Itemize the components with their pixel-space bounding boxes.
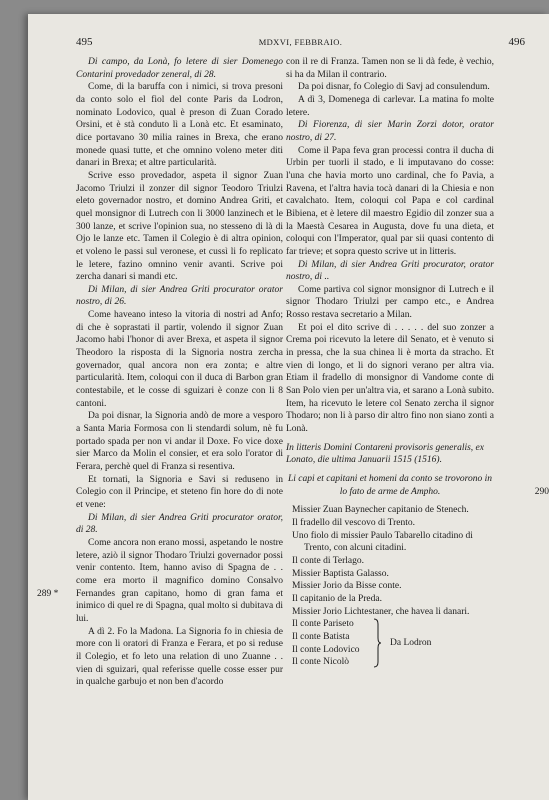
paragraph: Come, di la baruffa con i nimici, si trova presoni da conto solo el fiol del conte Paris da Lodron, nominato Lodovico, qual è preson di Zuan Corado Orsini, et è stà conduto lì a Lonà etc. Et esaminato, dice portavano 30 milia raines in Brexa, che erano monede quasi tutte, et che omnino voleno meter diti danari in Brexa; et altre particularità. (76, 82, 283, 169)
paragraph: Scrive esso provedador, aspeta il signor Zuan Jacomo Triulzi il zonzer dil signor Teodoro Triulzi eleto governador nostro, et domino Andrea Griti, et quel monsignor di Lutrech con li 3000 lanzinech et le 300 lanze, et scrive l'opinion sua, no stesseno di là di Ojo le lanze etc. Tamen il Colegio è di altra opinion, et voleno le passi sul veronese, et cussì li fo replicato le letere, fazino omnino venir avanti. Scrive poi zercha danari si mandi etc. (76, 170, 283, 283)
margin-note-290: 290 (534, 487, 549, 497)
paragraph: Come haveano inteso la vitoria di nostri ad Anfo; di che è soprastati il partir, volendo il signor Zuan Jacomo habi l'honor di aver Brexa, et aspeta il signor Theodoro la risposta di la Signoria nostra zercha governador, qual ancora non era zonta; e altre particularità. Item, coloqui con il duca di Barbon gran contestabile, et le cosse di sguizari è conze con li 8 cantoni. (76, 310, 283, 409)
lodron-name: Il conte Batista (292, 631, 350, 642)
paragraph: Da poi disnar, la Signoria andò de more a vesporo a Santa Maria Formosa con li stendardi solum, nè fu portado spada per non vi andar il Doxe. Fo vice doxe sier Marco da Molin el consier, et era solo l'orator di Ferara, perchè quel di Franza si resentiva. (76, 411, 283, 472)
roster-item: Trento, con alcuni citadini. (304, 543, 407, 554)
right-column-paragraphs (286, 56, 494, 436)
roster-item: Missier Baptista Galasso. (292, 568, 389, 579)
left-column (76, 56, 283, 689)
section-heading-capi: Li capi et capitani et homeni da conto se trovorono in lo fato de arme de Ampho. (287, 474, 493, 497)
lodron-group (286, 618, 494, 669)
page-number-right: 496 (508, 36, 525, 48)
paragraph: Come partiva col signor monsignor di Lutrech e il signor Thodaro Triulzi per campo etc., e Andrea Rosso restava secretario a Milan. (286, 284, 494, 321)
paragraph: Da poi disnar, fo Colegio di Savj ad consulendum. (298, 82, 490, 93)
lodron-name: Il conte Pariseto (292, 619, 354, 630)
paragraph-italic-heading: Di Fiorenza, di sier Marin Zorzi dotor, orator nostro, di 27. (286, 120, 494, 143)
paragraph: con il re di Franza. Tamen non se li dà fede, è vechio, si ha da Milan il contrario. (286, 57, 494, 80)
roster-item: Missier Jorio Lichtestaner, che havea li danari. (292, 606, 470, 617)
section-heading-litteris: In litteris Domini Contareni provisoris generalis, ex Lonato, die ultima Januarii 1515 (1516). (286, 442, 484, 466)
paragraph: Come ancora non erano mossi, aspetando le nostre letere, aziò il signor Thodaro Triulzi governador possi venir contento. Item, hanno aviso di Spagna de . . come era morto il magnifico domino Consalvo Fernandes gran capitano, homo di gran fama et inimico di quel re di Spagna, qual molto si dubitava di lui. (76, 537, 283, 624)
running-title: MDXVI, FEBBRAIO. (258, 37, 343, 47)
page-header (76, 36, 525, 50)
roster-item: Uno fiolo di missier Paulo Tabarello citadino di (292, 530, 473, 541)
roster-item: Missier Zuan Baynecher capitanio de Stenech. (292, 505, 469, 516)
lodron-names (292, 618, 374, 669)
paragraph-italic-heading: Di Milan, di sier Andrea Griti procurator, orator nostro, di .. (286, 259, 494, 283)
page-number-left: 495 (76, 36, 93, 48)
paragraph-italic-heading: Di Milan, di sier Andrea Griti procurator orator nostro, di 26. (76, 284, 283, 308)
roster-item: Il capitanio de la Preda. (292, 593, 382, 604)
paragraph-italic-heading: Di campo, da Lonà, fo letere di sier Domenego Contarini provedador zeneral, di 28. (76, 57, 283, 80)
roster-item: Il fradello dil vescovo di Trento. (292, 517, 415, 528)
roster-list (286, 504, 494, 618)
book-page (28, 14, 549, 800)
paragraph: Et poi el dito scrive di . . . . . del suo zonzer a Crema poi ricevuto la letere dil Senato, et è venuto si in pressa, che la sua chinea li è morta da stracho. Et vien di longo, et li do signori verano per altra via. Etiam il fradello di monsignor di Vandome conte di San Polo vien per un'altra via, et sarano a Lonà subito. Item, ha ricevuto le letere col Senato zercha il signor Thodaro; non li à parso dir altro fino non siano zonti a Lonà. (286, 322, 494, 435)
paragraph: Come il Papa feva gran processi contra il ducha di Urbin per tuorli il stado, e li imputavano do cosse: l'una che havia morto uno cardinal, che fo Pavia, a Ravena, et l'altra havia tocà danari di la Chiesia e non cavalchato. Item, coloqui col Papa e col cardinal Bibiena, et è letere dil maestro Egidio dil zonzer sua a la Maestà Cesarea in Augusta, dove fu una dieta, et coloqui con l'Imperator, qual par sii quasi contento di far trieve; et sopra questo scrive ut in litteris. (286, 145, 494, 257)
margin-note-289: 289 * (37, 589, 59, 599)
curly-brace-icon (372, 618, 382, 668)
lodron-label: Da Lodron (390, 638, 432, 649)
roster-item: Il conte di Terlago. (292, 555, 364, 566)
paragraph: A dì 3, Domenega di carlevar. La matina fo molte letere. (286, 94, 494, 118)
roster-item: Missier Jorio da Bisse conte. (292, 581, 402, 592)
paragraph: A dì 2. Fo la Madona. La Signoria fo in chiesia de more con li oratori di Franza e Ferara, et po si reduse il Colegio, et fo leto una relation di uno Zuanne . . vien di sguizari, qual referisse quelle cosse esser pur in qualche garbujo et non ben d'acordo (76, 626, 283, 688)
right-column (286, 56, 494, 669)
paragraph: Et tornati, la Signoria e Savi si reduseno in Colegio con il Principe, et steteno fin hore do di note et vene: (76, 474, 283, 510)
paragraph-italic-heading: Di Milan, di sier Andrea Griti procurator orator, di 28. (76, 512, 283, 536)
lodron-name: Il conte Lodovico (292, 644, 360, 655)
lodron-name: Il conte Nicolò (292, 657, 349, 668)
